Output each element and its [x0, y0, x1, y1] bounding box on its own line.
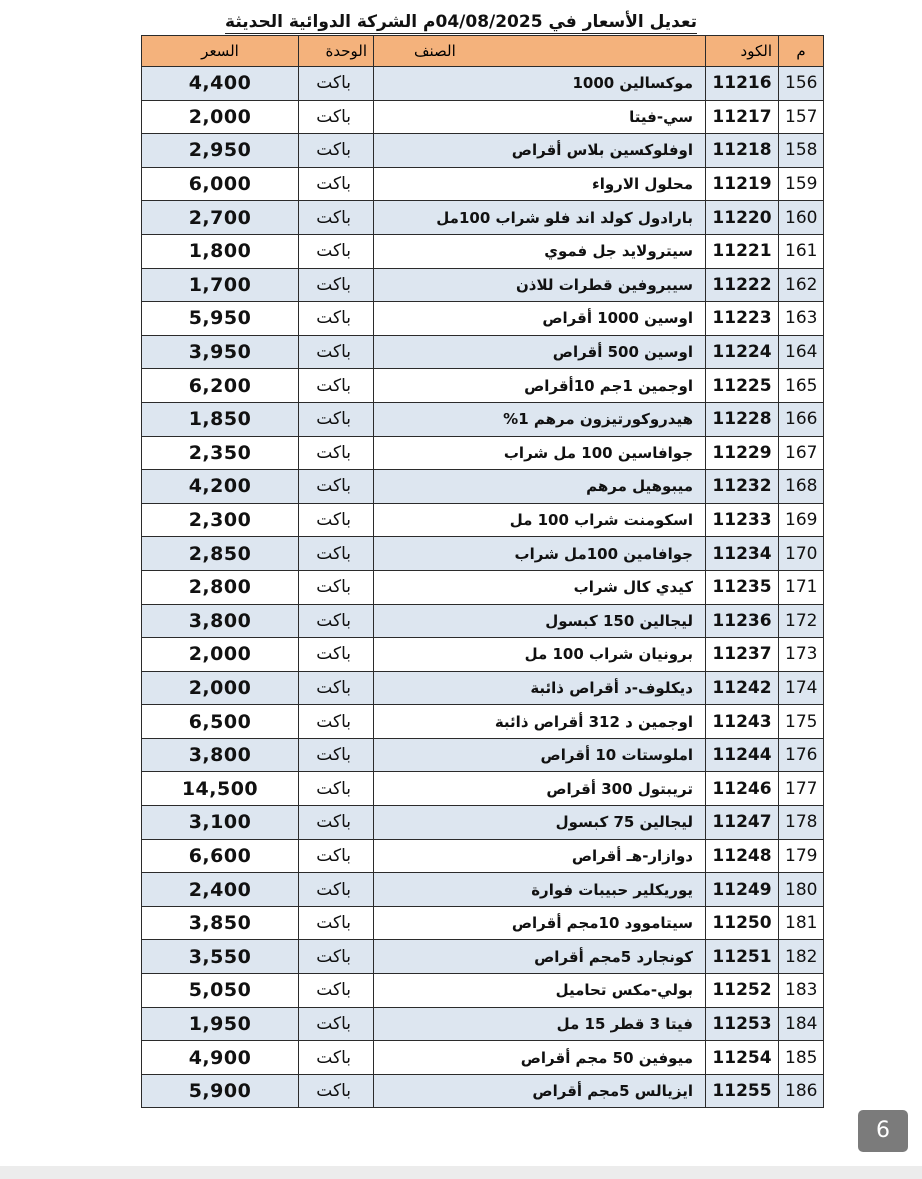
code-cell: 11248: [706, 839, 779, 873]
price-cell: 4,200: [142, 470, 299, 504]
table-header-row: [142, 36, 824, 67]
code-cell: 11251: [706, 940, 779, 974]
item-name-cell: ليجالين 75 كبسول: [374, 806, 706, 840]
code-cell: 11233: [706, 503, 779, 537]
price-cell: 5,900: [142, 1074, 299, 1108]
column-header-number: م: [779, 36, 824, 67]
item-name-cell: املوستات 10 أقراص: [374, 738, 706, 772]
unit-cell: باكت: [299, 369, 374, 403]
unit-cell: باكت: [299, 234, 374, 268]
row-number-cell: 160: [779, 201, 824, 235]
unit-cell: باكت: [299, 1074, 374, 1108]
code-cell: 11228: [706, 402, 779, 436]
item-name-cell: اوجمين د 312 أقراص ذائبة: [374, 705, 706, 739]
row-number-cell: 172: [779, 604, 824, 638]
unit-cell: باكت: [299, 537, 374, 571]
unit-cell: باكت: [299, 268, 374, 302]
item-name-cell: جوافاسين 100 مل شراب: [374, 436, 706, 470]
unit-cell: باكت: [299, 1041, 374, 1075]
item-name-cell: بارادول كولد اند فلو شراب 100مل: [374, 201, 706, 235]
table-row: [142, 1041, 824, 1075]
table-row: [142, 167, 824, 201]
page-number-badge: 6: [858, 1110, 908, 1152]
price-cell: 4,400: [142, 67, 299, 101]
code-cell: 11234: [706, 537, 779, 571]
row-number-cell: 183: [779, 974, 824, 1008]
price-cell: 3,550: [142, 940, 299, 974]
table-row: [142, 436, 824, 470]
row-number-cell: 186: [779, 1074, 824, 1108]
table-row: [142, 974, 824, 1008]
price-cell: 2,000: [142, 671, 299, 705]
price-cell: 2,350: [142, 436, 299, 470]
unit-cell: باكت: [299, 470, 374, 504]
row-number-cell: 163: [779, 302, 824, 336]
item-name-cell: سي-فيتا: [374, 100, 706, 134]
code-cell: 11219: [706, 167, 779, 201]
unit-cell: باكت: [299, 974, 374, 1008]
table-row: [142, 940, 824, 974]
bottom-divider: [0, 1166, 922, 1179]
row-number-cell: 169: [779, 503, 824, 537]
row-number-cell: 174: [779, 671, 824, 705]
table-row: [142, 806, 824, 840]
row-number-cell: 171: [779, 570, 824, 604]
table-row: [142, 705, 824, 739]
item-name-cell: اسكومنت شراب 100 مل: [374, 503, 706, 537]
row-number-cell: 178: [779, 806, 824, 840]
unit-cell: باكت: [299, 873, 374, 907]
code-cell: 11250: [706, 906, 779, 940]
row-number-cell: 158: [779, 134, 824, 168]
unit-cell: باكت: [299, 335, 374, 369]
price-cell: 3,950: [142, 335, 299, 369]
item-name-cell: سيترولايد جل فموي: [374, 234, 706, 268]
code-cell: 11243: [706, 705, 779, 739]
row-number-cell: 164: [779, 335, 824, 369]
table-row: [142, 134, 824, 168]
column-header-unit: الوحدة: [299, 36, 374, 67]
row-number-cell: 168: [779, 470, 824, 504]
unit-cell: باكت: [299, 604, 374, 638]
code-cell: 11247: [706, 806, 779, 840]
row-number-cell: 179: [779, 839, 824, 873]
code-cell: 11223: [706, 302, 779, 336]
price-cell: 6,200: [142, 369, 299, 403]
unit-cell: باكت: [299, 436, 374, 470]
item-name-cell: هيدروكورتيزون مرهم 1%: [374, 402, 706, 436]
item-name-cell: موكسالين 1000: [374, 67, 706, 101]
table-row: [142, 100, 824, 134]
unit-cell: باكت: [299, 738, 374, 772]
item-name-cell: يوريكلير حبيبات فوارة: [374, 873, 706, 907]
price-table: [141, 35, 824, 1108]
table-row: [142, 268, 824, 302]
price-cell: 6,000: [142, 167, 299, 201]
code-cell: 11244: [706, 738, 779, 772]
column-header-code: الكود: [706, 36, 779, 67]
table-row: [142, 570, 824, 604]
code-cell: 11236: [706, 604, 779, 638]
item-name-cell: اوفلوكسين بلاس أقراص: [374, 134, 706, 168]
table-body: [142, 67, 824, 1108]
table-row: [142, 470, 824, 504]
price-cell: 2,800: [142, 570, 299, 604]
price-cell: 2,850: [142, 537, 299, 571]
unit-cell: باكت: [299, 402, 374, 436]
price-cell: 2,400: [142, 873, 299, 907]
unit-cell: باكت: [299, 302, 374, 336]
code-cell: 11221: [706, 234, 779, 268]
price-cell: 2,700: [142, 201, 299, 235]
code-cell: 11222: [706, 268, 779, 302]
code-cell: 11216: [706, 67, 779, 101]
table-row: [142, 67, 824, 101]
item-name-cell: سيتاموود 10مجم أقراص: [374, 906, 706, 940]
table-row: [142, 335, 824, 369]
code-cell: 11253: [706, 1007, 779, 1041]
item-name-cell: جوافامين 100مل شراب: [374, 537, 706, 571]
table-row: [142, 302, 824, 336]
item-name-cell: كونجارد 5مجم أقراص: [374, 940, 706, 974]
code-cell: 11225: [706, 369, 779, 403]
row-number-cell: 175: [779, 705, 824, 739]
row-number-cell: 177: [779, 772, 824, 806]
row-number-cell: 161: [779, 234, 824, 268]
table-row: [142, 671, 824, 705]
item-name-cell: تريبتول 300 أقراص: [374, 772, 706, 806]
item-name-cell: ميبوهيل مرهم: [374, 470, 706, 504]
unit-cell: باكت: [299, 1007, 374, 1041]
table-row: [142, 201, 824, 235]
item-name-cell: اوسين 1000 أقراص: [374, 302, 706, 336]
row-number-cell: 167: [779, 436, 824, 470]
row-number-cell: 182: [779, 940, 824, 974]
row-number-cell: 173: [779, 638, 824, 672]
table-row: [142, 772, 824, 806]
code-cell: 11246: [706, 772, 779, 806]
item-name-cell: بولي-مكس تحاميل: [374, 974, 706, 1008]
table-row: [142, 638, 824, 672]
price-cell: 3,800: [142, 604, 299, 638]
item-name-cell: اوسين 500 أقراص: [374, 335, 706, 369]
code-cell: 11218: [706, 134, 779, 168]
code-cell: 11220: [706, 201, 779, 235]
unit-cell: باكت: [299, 839, 374, 873]
table-row: [142, 537, 824, 571]
unit-cell: باكت: [299, 705, 374, 739]
price-cell: 4,900: [142, 1041, 299, 1075]
table-row: [142, 369, 824, 403]
column-header-price: السعر: [142, 36, 299, 67]
row-number-cell: 157: [779, 100, 824, 134]
unit-cell: باكت: [299, 671, 374, 705]
item-name-cell: برونيان شراب 100 مل: [374, 638, 706, 672]
price-cell: 2,300: [142, 503, 299, 537]
item-name-cell: اوجمين 1جم 10أقراص: [374, 369, 706, 403]
code-cell: 11229: [706, 436, 779, 470]
unit-cell: باكت: [299, 806, 374, 840]
item-name-cell: ديكلوف-د أقراص ذائبة: [374, 671, 706, 705]
row-number-cell: 165: [779, 369, 824, 403]
price-cell: 1,950: [142, 1007, 299, 1041]
item-name-cell: ليجالين 150 كبسول: [374, 604, 706, 638]
price-cell: 1,800: [142, 234, 299, 268]
unit-cell: باكت: [299, 772, 374, 806]
price-cell: 3,100: [142, 806, 299, 840]
table-row: [142, 234, 824, 268]
unit-cell: باكت: [299, 167, 374, 201]
unit-cell: باكت: [299, 638, 374, 672]
table-row: [142, 906, 824, 940]
unit-cell: باكت: [299, 940, 374, 974]
table-row: [142, 738, 824, 772]
price-cell: 5,050: [142, 974, 299, 1008]
table-row: [142, 1074, 824, 1108]
price-cell: 1,850: [142, 402, 299, 436]
price-cell: 2,000: [142, 100, 299, 134]
unit-cell: باكت: [299, 570, 374, 604]
item-name-cell: دوازار-هـ أقراص: [374, 839, 706, 873]
code-cell: 11224: [706, 335, 779, 369]
item-name-cell: ميوفين 50 مجم أقراص: [374, 1041, 706, 1075]
item-name-cell: محلول الارواء: [374, 167, 706, 201]
row-number-cell: 156: [779, 67, 824, 101]
code-cell: 11217: [706, 100, 779, 134]
column-header-item: الصنف: [374, 36, 706, 67]
price-cell: 6,500: [142, 705, 299, 739]
unit-cell: باكت: [299, 67, 374, 101]
row-number-cell: 159: [779, 167, 824, 201]
code-cell: 11255: [706, 1074, 779, 1108]
unit-cell: باكت: [299, 134, 374, 168]
item-name-cell: كيدي كال شراب: [374, 570, 706, 604]
code-cell: 11232: [706, 470, 779, 504]
item-name-cell: سيبروفين قطرات للاذن: [374, 268, 706, 302]
code-cell: 11235: [706, 570, 779, 604]
row-number-cell: 170: [779, 537, 824, 571]
item-name-cell: فيتا 3 قطر 15 مل: [374, 1007, 706, 1041]
table-row: [142, 503, 824, 537]
item-name-cell: ايزيالس 5مجم أقراص: [374, 1074, 706, 1108]
unit-cell: باكت: [299, 100, 374, 134]
row-number-cell: 181: [779, 906, 824, 940]
table-row: [142, 402, 824, 436]
table-row: [142, 839, 824, 873]
row-number-cell: 162: [779, 268, 824, 302]
table-row: [142, 604, 824, 638]
unit-cell: باكت: [299, 201, 374, 235]
row-number-cell: 176: [779, 738, 824, 772]
row-number-cell: 185: [779, 1041, 824, 1075]
row-number-cell: 166: [779, 402, 824, 436]
price-cell: 6,600: [142, 839, 299, 873]
page-title: [0, 6, 922, 38]
code-cell: 11249: [706, 873, 779, 907]
code-cell: 11254: [706, 1041, 779, 1075]
table-row: [142, 1007, 824, 1041]
page-title-text: تعديل الأسعار في 04/08/2025م الشركة الدوائية الحديثة: [225, 12, 697, 32]
row-number-cell: 180: [779, 873, 824, 907]
unit-cell: باكت: [299, 906, 374, 940]
table-row: [142, 873, 824, 907]
price-cell: 2,950: [142, 134, 299, 168]
price-cell: 2,000: [142, 638, 299, 672]
price-cell: 3,800: [142, 738, 299, 772]
price-cell: 5,950: [142, 302, 299, 336]
code-cell: 11242: [706, 671, 779, 705]
price-cell: 1,700: [142, 268, 299, 302]
code-cell: 11252: [706, 974, 779, 1008]
price-cell: 14,500: [142, 772, 299, 806]
row-number-cell: 184: [779, 1007, 824, 1041]
price-cell: 3,850: [142, 906, 299, 940]
unit-cell: باكت: [299, 503, 374, 537]
code-cell: 11237: [706, 638, 779, 672]
